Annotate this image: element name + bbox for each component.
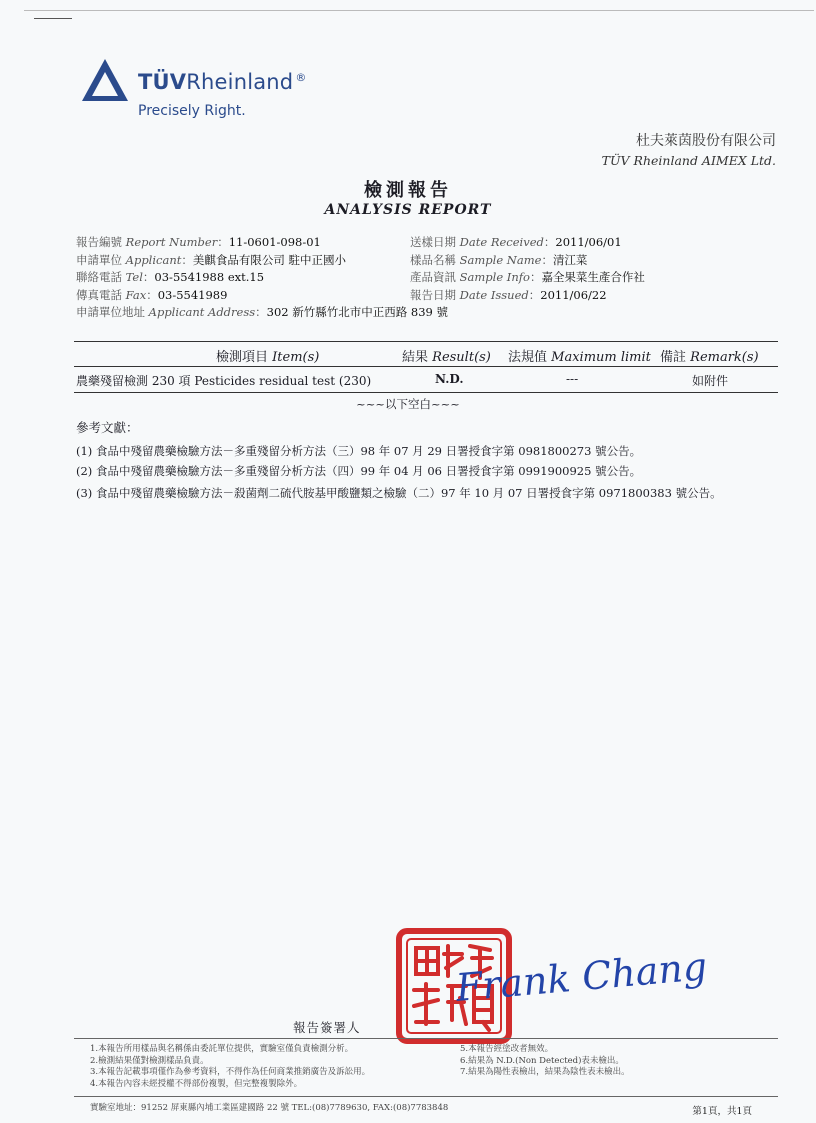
info-applicant-address: 申請單位地址 Applicant Address：302 新竹縣竹北市中正西路 839 號: [76, 305, 449, 319]
lab-address: 實驗室地址：91252 屏東縣內埔工業區建國路 22 號 TEL:(08)7789630, FAX:(08)7783848: [90, 1103, 449, 1113]
footer-note: 5.本報告經塗改者無效。: [460, 1044, 554, 1054]
tuv-triangle-logo-icon: [80, 56, 130, 106]
info-sample-name: 樣品名稱 Sample Name：清江菜: [410, 252, 588, 267]
header-remark: 備註 Remark(s): [660, 350, 759, 365]
company-name-cn: 杜夫萊茵股份有限公司: [636, 133, 776, 149]
footer-note: 2.檢測結果僅對檢測樣品負責。: [90, 1055, 209, 1066]
report-title-cn: 檢測報告: [364, 180, 452, 201]
table-cell-remark: 如附件: [692, 374, 729, 388]
table-header-rule: [74, 366, 778, 367]
table-top-rule: [74, 341, 778, 342]
header-item: 檢測項目 Item(s): [216, 350, 320, 365]
company-name-en: TÜV Rheinland AIMEX Ltd.: [601, 153, 776, 168]
footer-note: 1.本報告所用樣品與名稱係由委託單位提供，實驗室僅負責檢測分析。: [90, 1044, 354, 1054]
page-number: 第1頁，共1頁: [692, 1106, 752, 1117]
footer-rule: [74, 1038, 778, 1039]
footer-note: 7.結果為陽性表檢出，結果為陰性表未檢出。: [460, 1067, 630, 1077]
handwritten-signature: Frank Chang: [454, 944, 709, 1010]
info-date-received: 送樣日期 Date Received：2011/06/01: [410, 235, 622, 249]
reference-item: (3) 食品中殘留農藥檢驗方法－殺菌劑二硫代胺基甲酸鹽類之檢驗（二）97 年 10 月 07 日署授食字第 0971800383 號公告。: [76, 486, 722, 500]
info-date-issued: 報告日期 Date Issued：2011/06/22: [410, 287, 607, 302]
table-bottom-rule: [74, 392, 778, 393]
report-title-en: ANALYSIS REPORT: [324, 202, 492, 218]
table-cell-limit: ---: [566, 372, 579, 386]
table-cell-item: 農藥殘留檢測 230 項 Pesticides residual test (230): [76, 374, 372, 388]
signer-label: 報告簽署人: [293, 1020, 361, 1035]
table-cell-result: N.D.: [435, 372, 464, 386]
header-result: 結果 Result(s): [402, 350, 491, 365]
footer-bottom-rule: [74, 1096, 778, 1097]
info-applicant: 申請單位 Applicant：美麒食品有限公司 駐中正國小: [76, 252, 347, 267]
logo-brand-name: TÜVRheinland ®: [138, 70, 307, 94]
blank-below-marker: ~~~以下空白~~~: [356, 397, 460, 411]
report-info-left: [76, 234, 346, 304]
scan-edge-line: [24, 10, 814, 11]
info-report-number: 報告編號 Report Number：11-0601-098-01: [76, 235, 321, 249]
info-sample-info: 產品資訊 Sample Info：嘉全果菜生產合作社: [410, 270, 645, 284]
references-heading: 參考文獻：: [76, 420, 139, 435]
company-name-block: [602, 132, 776, 170]
info-tel: 聯絡電話 Tel：03-5541988 ext.15: [76, 270, 265, 284]
reference-item: (2) 食品中殘留農藥檢驗方法－多重殘留分析方法（四）99 年 04 月 06 日署授食字第 0991900925 號公告。: [76, 464, 642, 478]
footer-notes-right: [460, 1044, 630, 1079]
info-fax: 傳真電話 Fax：03-5541989: [76, 287, 228, 302]
footer-note: 3.本報告記載事項僅作為參考資料，不得作為任何商業推銷廣告及訴訟用。: [90, 1067, 371, 1077]
logo-tagline: Precisely Right.: [138, 103, 246, 119]
footer-notes-left: [90, 1044, 370, 1090]
footer-note: 4.本報告內容未經授權不得部份複製，但完整複製除外。: [90, 1078, 303, 1089]
footer-note: 6.結果為 N.D.(Non Detected)表未檢出。: [460, 1055, 624, 1066]
reference-item: (1) 食品中殘留農藥檢驗方法－多重殘留分析方法（三）98 年 07 月 29 日署授食字第 0981800273 號公告。: [76, 444, 642, 458]
scan-mark: [34, 18, 72, 19]
report-info-right: [410, 234, 645, 304]
header-limit: 法規值 Maximum limit: [508, 350, 651, 365]
